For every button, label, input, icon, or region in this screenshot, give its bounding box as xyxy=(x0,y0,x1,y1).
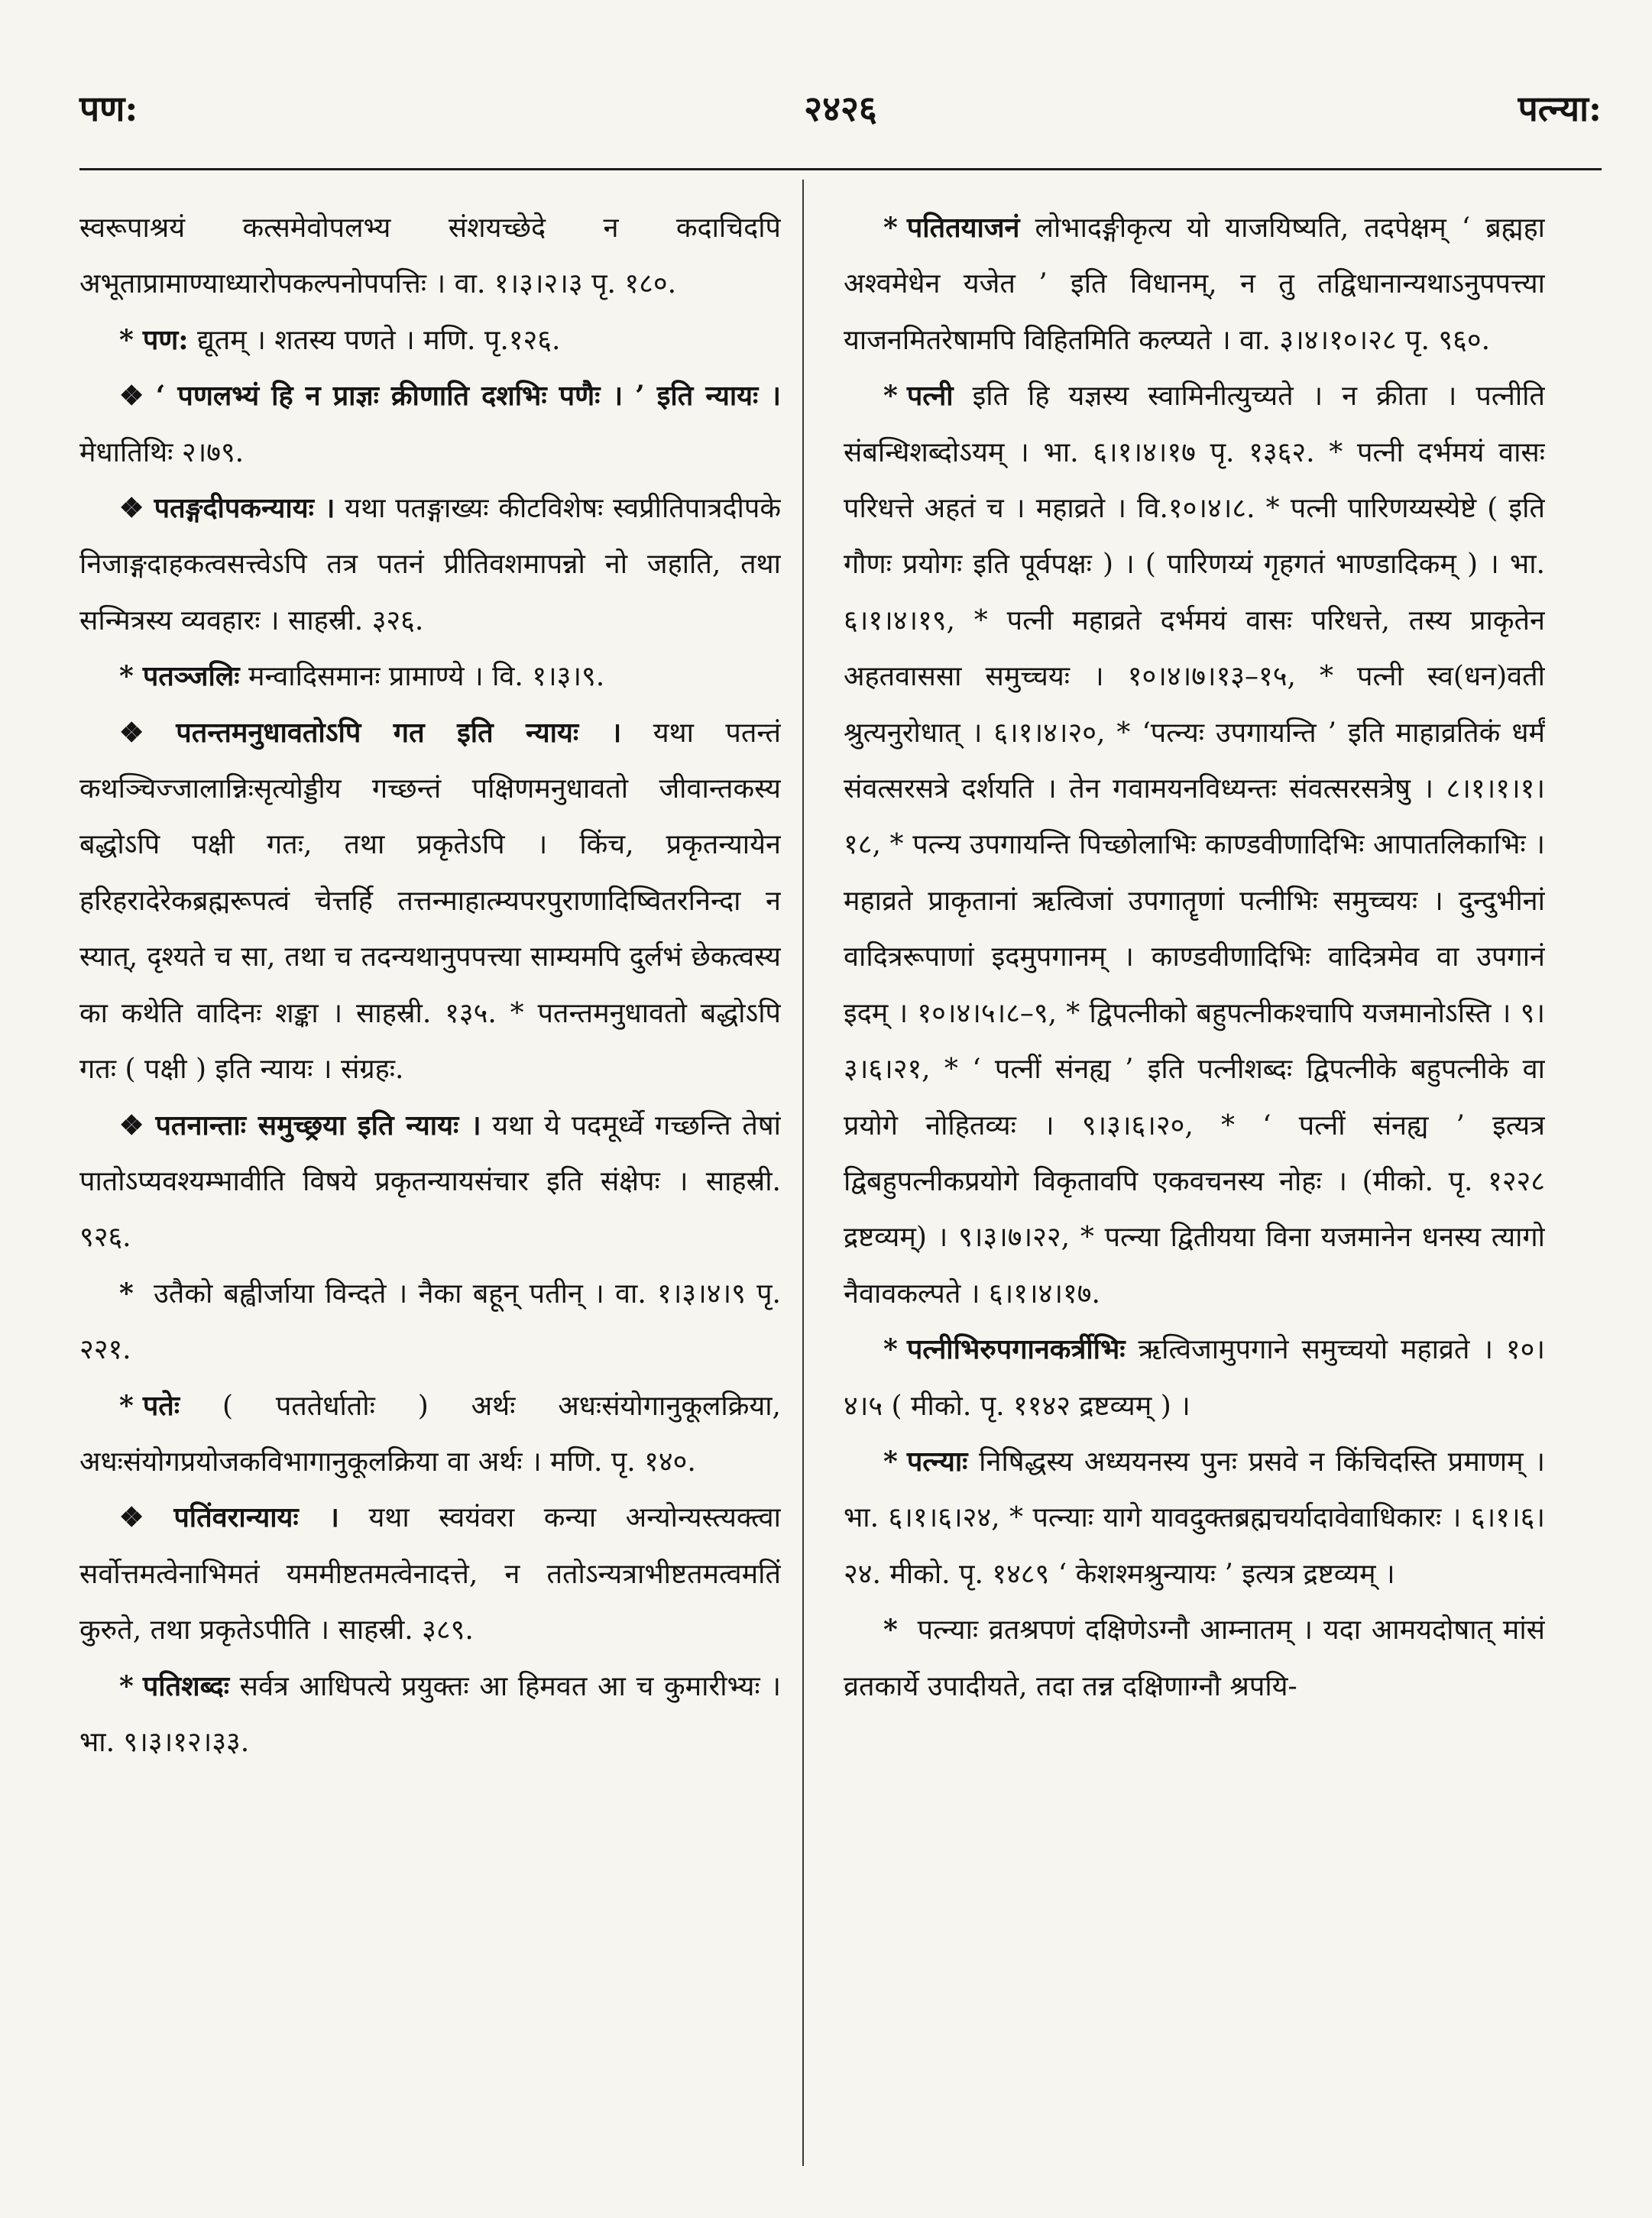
header-left-guideword: पण: xyxy=(79,88,138,129)
entry-headword: पत्न्याः xyxy=(906,1445,968,1478)
entry-text: यथा स्वयंवरा कन्या अन्योन्यस्त्यक्त्वा सर्वोत्तमत्वेनाभिमतं यममीष्टतमत्वेनादत्ते, न ततोऽन्यत्राभीष्टतमत्वमतिं कुरुते, तथा प्रकृतेऽपीति । साहस्री. ३८९. xyxy=(79,1502,781,1647)
entry xyxy=(844,1322,1545,1434)
page-number: २४२६ xyxy=(804,88,877,129)
entry-mark-icon: * xyxy=(883,1614,898,1647)
entry-mark-icon: ❖ xyxy=(119,1109,147,1141)
entry-text: ऋत्विजामुपगाने समुच्चयो महाव्रते । १०।४।५ ( मीको. पृ. ११४२ द्रष्टव्यम् ) । xyxy=(844,1334,1545,1422)
entry xyxy=(79,481,781,649)
entry xyxy=(79,1098,781,1266)
column-divider xyxy=(802,180,804,2166)
header-rule xyxy=(79,168,1602,170)
entry-headword: पतन्तमनुधावतोऽपि गत इति न्यायः । xyxy=(176,716,622,749)
entry-text: उतैको बह्वीर्जाया विन्दते । नैका बहून् पतीन् । वा. १।३।४।९ पृ. २२१. xyxy=(79,1277,781,1366)
header-right-guideword: पत्न्या: xyxy=(1518,88,1602,129)
entry-mark-icon: * xyxy=(119,1669,134,1702)
entry-mark-icon: * xyxy=(119,1389,134,1422)
entry-mark-icon: ❖ xyxy=(119,492,145,525)
entry xyxy=(79,312,781,368)
entry-headword: पत्नी xyxy=(906,380,954,413)
entry xyxy=(79,368,781,481)
entry-headword: पतेः xyxy=(142,1389,180,1422)
entry-text: स्वरूपाश्रयं कत्समेवोपलभ्य संशयच्छेदे न कदाचिदपि अभूताप्रामाण्याध्यारोपकल्पनोपपत्तिः । वा. १।३।२।३ पृ. १८०. xyxy=(79,212,781,300)
entry-mark-icon: * xyxy=(883,380,898,413)
entry-text: द्यूतम् । शतस्य पणते । मणि. पृ.१२६. xyxy=(197,324,561,356)
entry xyxy=(844,1434,1545,1602)
entry xyxy=(79,1266,781,1378)
page-header xyxy=(79,76,1602,145)
entry-mark-icon: * xyxy=(883,1333,898,1366)
entry-text: पत्न्याः व्रतश्रपणं दक्षिणेऽग्नौ आम्नातम् । यदा आमयदोषात् मांसं व्रतकार्ये उपादीयते, तदा तन्न दक्षिणाग्नौ श्रपयि- xyxy=(844,1614,1545,1702)
entry-mark-icon: ❖ xyxy=(119,380,147,413)
entry-text: यथा पतन्तं कथञ्चिज्जालान्निःसृत्योड्डीय गच्छन्तं पक्षिणमनुधावतो जीवान्तकस्य बद्धोऽपि पक्षी गतः, तथा प्रकृतेऽपि । किंच, प्रकृतन्यायेन हरिहरादेरेकब्रह्मरूपत्वं चेत्तर्हि तत्तन्माहात्म्यपरपुराणादिष्वितरनिन्दा न स्यात्, दृश्यते च सा, तथा च तदन्यथानुपपत्त्या साम्यमपि दुर्लभं छेकत्वस्य का कथेति वादिनः शङ्का । साहस्री. १३५. * पतन्तमनुधावतो बद्धोऽपि गतः ( पक्षी ) इति न्यायः । संग्रहः. xyxy=(79,717,781,1086)
entry-text: मेधातिथिः २।७९. xyxy=(79,436,245,468)
entry-headword: पतिंवरान्यायः । xyxy=(173,1501,339,1534)
right-column xyxy=(844,200,1545,2187)
entry xyxy=(79,1378,781,1491)
entry-headword: पतितयाजनं xyxy=(906,212,1020,244)
entry-mark-icon: * xyxy=(119,323,134,356)
entry-mark-icon: * xyxy=(119,660,134,693)
entry-headword: ‘ पणलभ्यं हि न प्राज्ञः क्रीणाति दशभिः पणैः । ’ इति न्यायः । xyxy=(155,380,781,413)
entry-text: मन्वादिसमानः प्रामाण्ये । वि. १।३।९. xyxy=(248,661,605,693)
entry xyxy=(79,1490,781,1658)
entry-text: यथा ये पदमूर्ध्वे गच्छन्ति तेषां पातोऽप्यवश्यम्भावीति विषये प्रकृतन्यायसंचार इति संक्षेपः । साहस्री. ९२६. xyxy=(79,1109,781,1254)
entry-text: सर्वत्र आधिपत्ये प्रयुक्तः आ हिमवत आ च कुमारीभ्यः । भा. ९।३।१२।३३. xyxy=(79,1670,781,1758)
entry xyxy=(844,1602,1545,1714)
entry-text: निषिद्धस्य अध्ययनस्य पुनः प्रसवे न किंचिदस्ति प्रमाणम् । भा. ६।१।६।२४, * पत्न्याः यागे यावदुक्तब्रह्मचर्यादावेवाधिकारः । ६।१।६।२४. मीको. पृ. १४८९ ‘ केशश्मश्रुन्यायः ’ इत्यत्र द्रष्टव्यम् । xyxy=(844,1446,1545,1590)
entry xyxy=(844,200,1545,368)
entry-headword: पतङ्गदीपकन्यायः । xyxy=(154,492,335,525)
left-column xyxy=(79,200,781,2187)
entry-text: इति हि यज्ञस्य स्वामिनीत्युच्यते । न क्रीता । पत्नीति संबन्धिशब्दोऽयम् । भा. ६।१।४।१७ पृ. १३६२. * पत्नी दर्भमयं वासः परिधत्ते अहतं च । महाव्रते । वि.१०।४।८. * पत्नी पारिणय्यस्येष्टे ( इति गौणः प्रयोगः इति पूर्वपक्षः ) । ( पारिणय्यं गृहगतं भाण्डादिकम् ) । भा. ६।१।४।१९, * पत्नी महाव्रते दर्भमयं वासः परिधत्ते, तस्य प्राकृतेन अहतवाससा समुच्चयः । १०।४।७।१३–१५, * पत्नी स्व(धन)वती श्रुत्यनुरोधात् । ६।१।४।२०, * ‘पत्न्यः उपगायन्ति ’ इति माहाव्रतिकं धर्मं संवत्सरसत्रे दर्शयति । तेन गवामयनविध्यन्तः संवत्सरसत्रेषु । ८।१।१।१।१८, * पत्न्य उपगायन्ति पिच्छोलाभिः काण्डवीणादिभिः आपातलिकाभिः । महाव्रते प्राकृतानां ऋत्विजां उपगातॄणां पत्नीभिः समुच्चयः । दुन्दुभीनां वादित्ररूपाणां इदमुपगानम् । काण्डवीणादिभिः वादित्रमेव वा उपगानं इदम् । १०।४।५।८–९, * द्विपत्नीको बहुपत्नीकश्चापि यजमानोऽस्ति । ९।३।६।२१, * ‘ पत्नीं संनह्य ’ इति पत्नीशब्दः द्विपत्नीके बहुपत्नीके वा प्रयोगे नोहितव्यः । ९।३।६।२०, * ‘ पत्नीं संनह्य ’ इत्यत्र द्विबहुपत्नीकप्रयोगे विकृतावपि एकवचनस्य नोहः । (मीको. पृ. १२२८ द्रष्टव्यम्) । ९।३।७।२२, * पत्न्या द्वितीयया विना यजमानेन धनस्य त्यागो नैवावकल्पते । ६।१।४।१७. xyxy=(844,380,1545,1310)
entry-mark-icon: * xyxy=(119,1277,134,1310)
entry-mark-icon: * xyxy=(883,212,898,244)
entry-headword: पण: xyxy=(142,323,189,356)
entry xyxy=(79,200,781,312)
entry-mark-icon: * xyxy=(883,1445,898,1478)
entry-text: लोभादङ्गीकृत्य यो याजयिष्यति, तदपेक्षम् ‘ ब्रह्महा अश्वमेधेन यजेत ’ इति विधानम्, न तु तद्विधानान्यथाऽनुपपत्त्या याजनमितरेषामपि विहितमिति कल्प्यते । वा. ३।४।१०।२८ पृ. ९६०. xyxy=(844,212,1545,356)
entry xyxy=(79,649,781,704)
entry xyxy=(79,1659,781,1771)
entry-text: यथा पतङ्गाख्यः कीटविशेषः स्वप्रीतिपात्रदीपके निजाङ्गदाहकत्वसत्त्वेऽपि तत्र पतनं प्रीतिवशमापन्नो नो जहाति, तथा सन्मित्रस्य व्यवहारः । साहस्री. ३२६. xyxy=(79,493,781,636)
entry-headword: पत्नीभिरुपगानकर्त्रीभिः xyxy=(906,1333,1126,1366)
entry-mark-icon: ❖ xyxy=(119,716,167,749)
entry-headword: पतञ्जलिः xyxy=(142,660,240,693)
entry-mark-icon: ❖ xyxy=(119,1501,165,1534)
entry-headword: पतनान्ताः समुच्छ्रया इति न्यायः । xyxy=(155,1109,481,1141)
entry-text: ( पततेर्धातोः ) अर्थः अधःसंयोगानुकूलक्रिया, अधःसंयोगप्रयोजकविभागानुकूलक्रिया वा अर्थः । मणि. पृ. १४०. xyxy=(79,1390,781,1478)
entry xyxy=(844,368,1545,1322)
entry-headword: पतिशब्दः xyxy=(142,1669,229,1702)
entry xyxy=(79,705,781,1098)
